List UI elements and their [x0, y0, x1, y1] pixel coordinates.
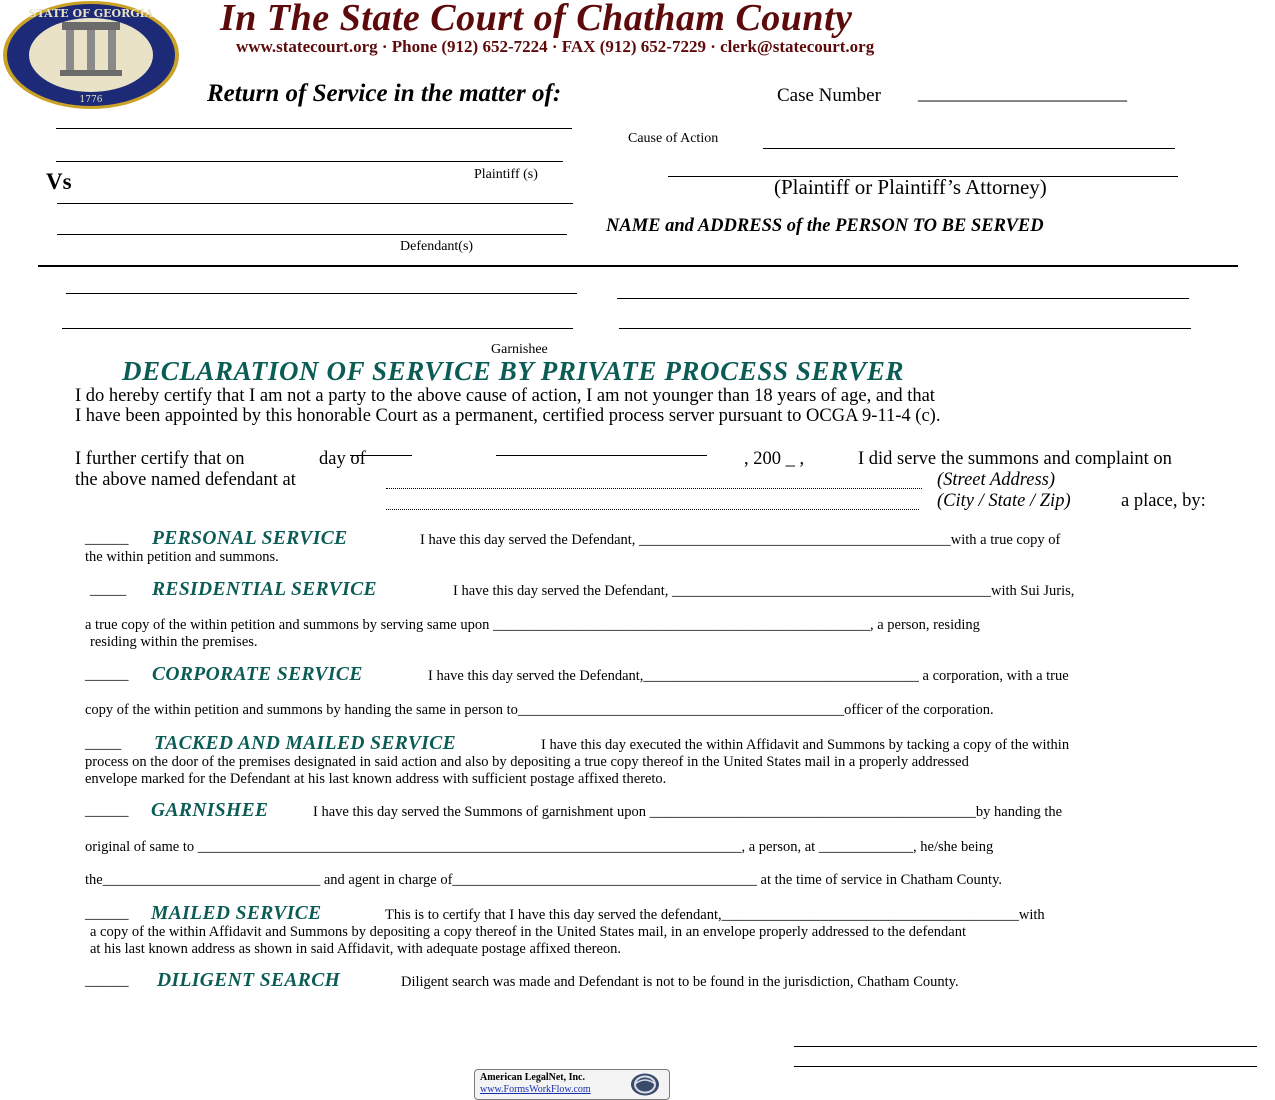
- globe-icon: [627, 1072, 663, 1097]
- section-divider: [38, 265, 1238, 267]
- further-certify-label: I further certify that on: [75, 449, 245, 469]
- declaration-line-1: I do hereby certify that I am not a party to the above cause of action, I am not younger than 18 years of age, and that: [75, 386, 935, 406]
- defendant-line-2[interactable]: [57, 234, 567, 235]
- state-seal: [2, 0, 180, 110]
- tacked-service-text: I have this day executed the within Affidavit and Summons by tacking a copy of the within: [541, 737, 1070, 753]
- garnishee-line-1[interactable]: [66, 293, 577, 294]
- tacked-service-text-3: envelope marked for the Defendant at his last known address with sufficient postage affixed thereto.: [85, 771, 667, 787]
- residential-service-checkbox[interactable]: _____: [90, 582, 127, 598]
- publisher-url[interactable]: www.FormsWorkFlow.com: [480, 1084, 591, 1095]
- year-field[interactable]: , 200 _ ,: [744, 449, 805, 469]
- corporate-service-title: CORPORATE SERVICE: [152, 664, 363, 685]
- court-title: In The State Court of Chatham County: [220, 0, 853, 39]
- mailed-service-title: MAILED SERVICE: [151, 903, 322, 924]
- personal-service-text: I have this day served the Defendant, ___________________________________________with a true copy of: [420, 532, 1061, 548]
- publisher-name: American LegalNet, Inc.: [480, 1072, 585, 1083]
- defendant-line-1[interactable]: [57, 203, 573, 204]
- diligent-search-title: DILIGENT SEARCH: [157, 970, 341, 991]
- corporate-service-text-2: copy of the within petition and summons by handing the same in person to_____________________________________________officer of the corporation.: [85, 702, 994, 718]
- garnishee-line-2[interactable]: [62, 328, 573, 329]
- signature-line-1[interactable]: [794, 1046, 1257, 1047]
- street-address-label: (Street Address): [937, 470, 1056, 490]
- month-field-line[interactable]: [496, 455, 707, 456]
- personal-service-title: PERSONAL SERVICE: [152, 528, 348, 549]
- vs-label: Vs: [46, 169, 72, 194]
- tacked-service-checkbox[interactable]: _____: [85, 736, 122, 752]
- residential-service-text: I have this day served the Defendant, ____________________________________________with Sui Juris,: [453, 583, 1075, 599]
- defendant-label: Defendant(s): [400, 239, 474, 254]
- garnishee-service-text-2: original of same to ___________________________________________________________________________, a person, at _____________, he/she being: [85, 839, 994, 855]
- serve-address-line-1[interactable]: [617, 298, 1189, 299]
- tacked-service-title: TACKED AND MAILED SERVICE: [154, 733, 457, 754]
- diligent-search-checkbox[interactable]: ______: [85, 973, 129, 989]
- personal-service-checkbox[interactable]: ______: [85, 531, 129, 547]
- corporate-service-checkbox[interactable]: ______: [85, 667, 129, 683]
- garnishee-label: Garnishee: [491, 342, 548, 357]
- mailed-service-text: This is to certify that I have this day served the defendant,_________________________________________with: [385, 907, 1045, 923]
- residential-service-text-2: a true copy of the within petition and summons by serving same upon ____________________________________________________, a person, residing: [85, 617, 980, 633]
- garnishee-service-checkbox[interactable]: ______: [85, 803, 129, 819]
- residential-service-title: RESIDENTIAL SERVICE: [152, 579, 377, 600]
- declaration-line-2: I have been appointed by this honorable Court as a permanent, certified process server pursuant to OCGA 9-11-4 (c).: [75, 406, 941, 426]
- serve-address-line-2[interactable]: [619, 328, 1191, 329]
- city-state-zip-line[interactable]: [386, 509, 919, 510]
- residential-service-text-3: residing within the premises.: [90, 634, 258, 650]
- day-of-label: day of: [319, 449, 366, 469]
- garnishee-service-title: GARNISHEE: [151, 800, 269, 821]
- cause-of-action-label: Cause of Action: [628, 131, 719, 146]
- corporate-service-text: I have this day served the Defendant,______________________________________ a corporation, with a true: [428, 668, 1069, 684]
- diligent-search-text: Diligent search was made and Defendant is not to be found in the jurisdiction, Chatham County.: [401, 974, 959, 990]
- plaintiff-attorney-label: (Plaintiff or Plaintiff’s Attorney): [774, 175, 1047, 199]
- mailed-service-checkbox[interactable]: ______: [85, 906, 129, 922]
- return-of-service-title: Return of Service in the matter of:: [207, 80, 562, 107]
- case-number-label: Case Number: [777, 85, 881, 106]
- plaintiff-line-2[interactable]: [56, 161, 563, 162]
- plaintiff-line-1[interactable]: [56, 128, 572, 129]
- a-place-by-label: a place, by:: [1121, 491, 1206, 511]
- garnishee-service-text-3: the______________________________ and agent in charge of__________________________________________ at the time of service in Chatham County.: [85, 872, 1003, 888]
- seal-year: 1776: [79, 95, 103, 105]
- did-serve-label: I did serve the summons and complaint on: [858, 449, 1172, 469]
- seal-label: STATE OF GEORGIA: [28, 7, 154, 20]
- personal-service-text-2: the within petition and summons.: [85, 549, 279, 565]
- court-contact-line: www.statecourt.org · Phone (912) 652-7224 · FAX (912) 652-7229 · clerk@statecourt.org: [236, 37, 875, 56]
- publisher-logo: [474, 1069, 670, 1100]
- street-address-line[interactable]: [386, 488, 922, 489]
- city-state-zip-label: (City / State / Zip): [937, 491, 1071, 511]
- day-field-line[interactable]: [350, 455, 412, 456]
- case-number-field[interactable]: ______________________: [918, 83, 1127, 104]
- person-to-serve-label: NAME and ADDRESS of the PERSON TO BE SERVED: [606, 216, 1044, 236]
- defendant-at-label: the above named defendant at: [75, 470, 296, 490]
- mailed-service-text-2: a copy of the within Affidavit and Summons by depositing a copy thereof in the United States mail, in an envelope properly addressed to the defendant: [90, 924, 966, 940]
- cause-of-action-line[interactable]: [763, 148, 1175, 149]
- tacked-service-text-2: process on the door of the premises designated in said action and also by depositing a true copy thereof in the United States mail in a properly addressed: [85, 754, 969, 770]
- mailed-service-text-3: at his last known address as shown in said Affidavit, with adequate postage affixed thereon.: [90, 941, 622, 957]
- declaration-title: DECLARATION OF SERVICE BY PRIVATE PROCESS SERVER: [122, 356, 905, 386]
- plaintiff-label: Plaintiff (s): [474, 167, 538, 182]
- signature-line-2[interactable]: [794, 1066, 1257, 1067]
- garnishee-service-text: I have this day served the Summons of garnishment upon _____________________________________________by handing the: [313, 804, 1063, 820]
